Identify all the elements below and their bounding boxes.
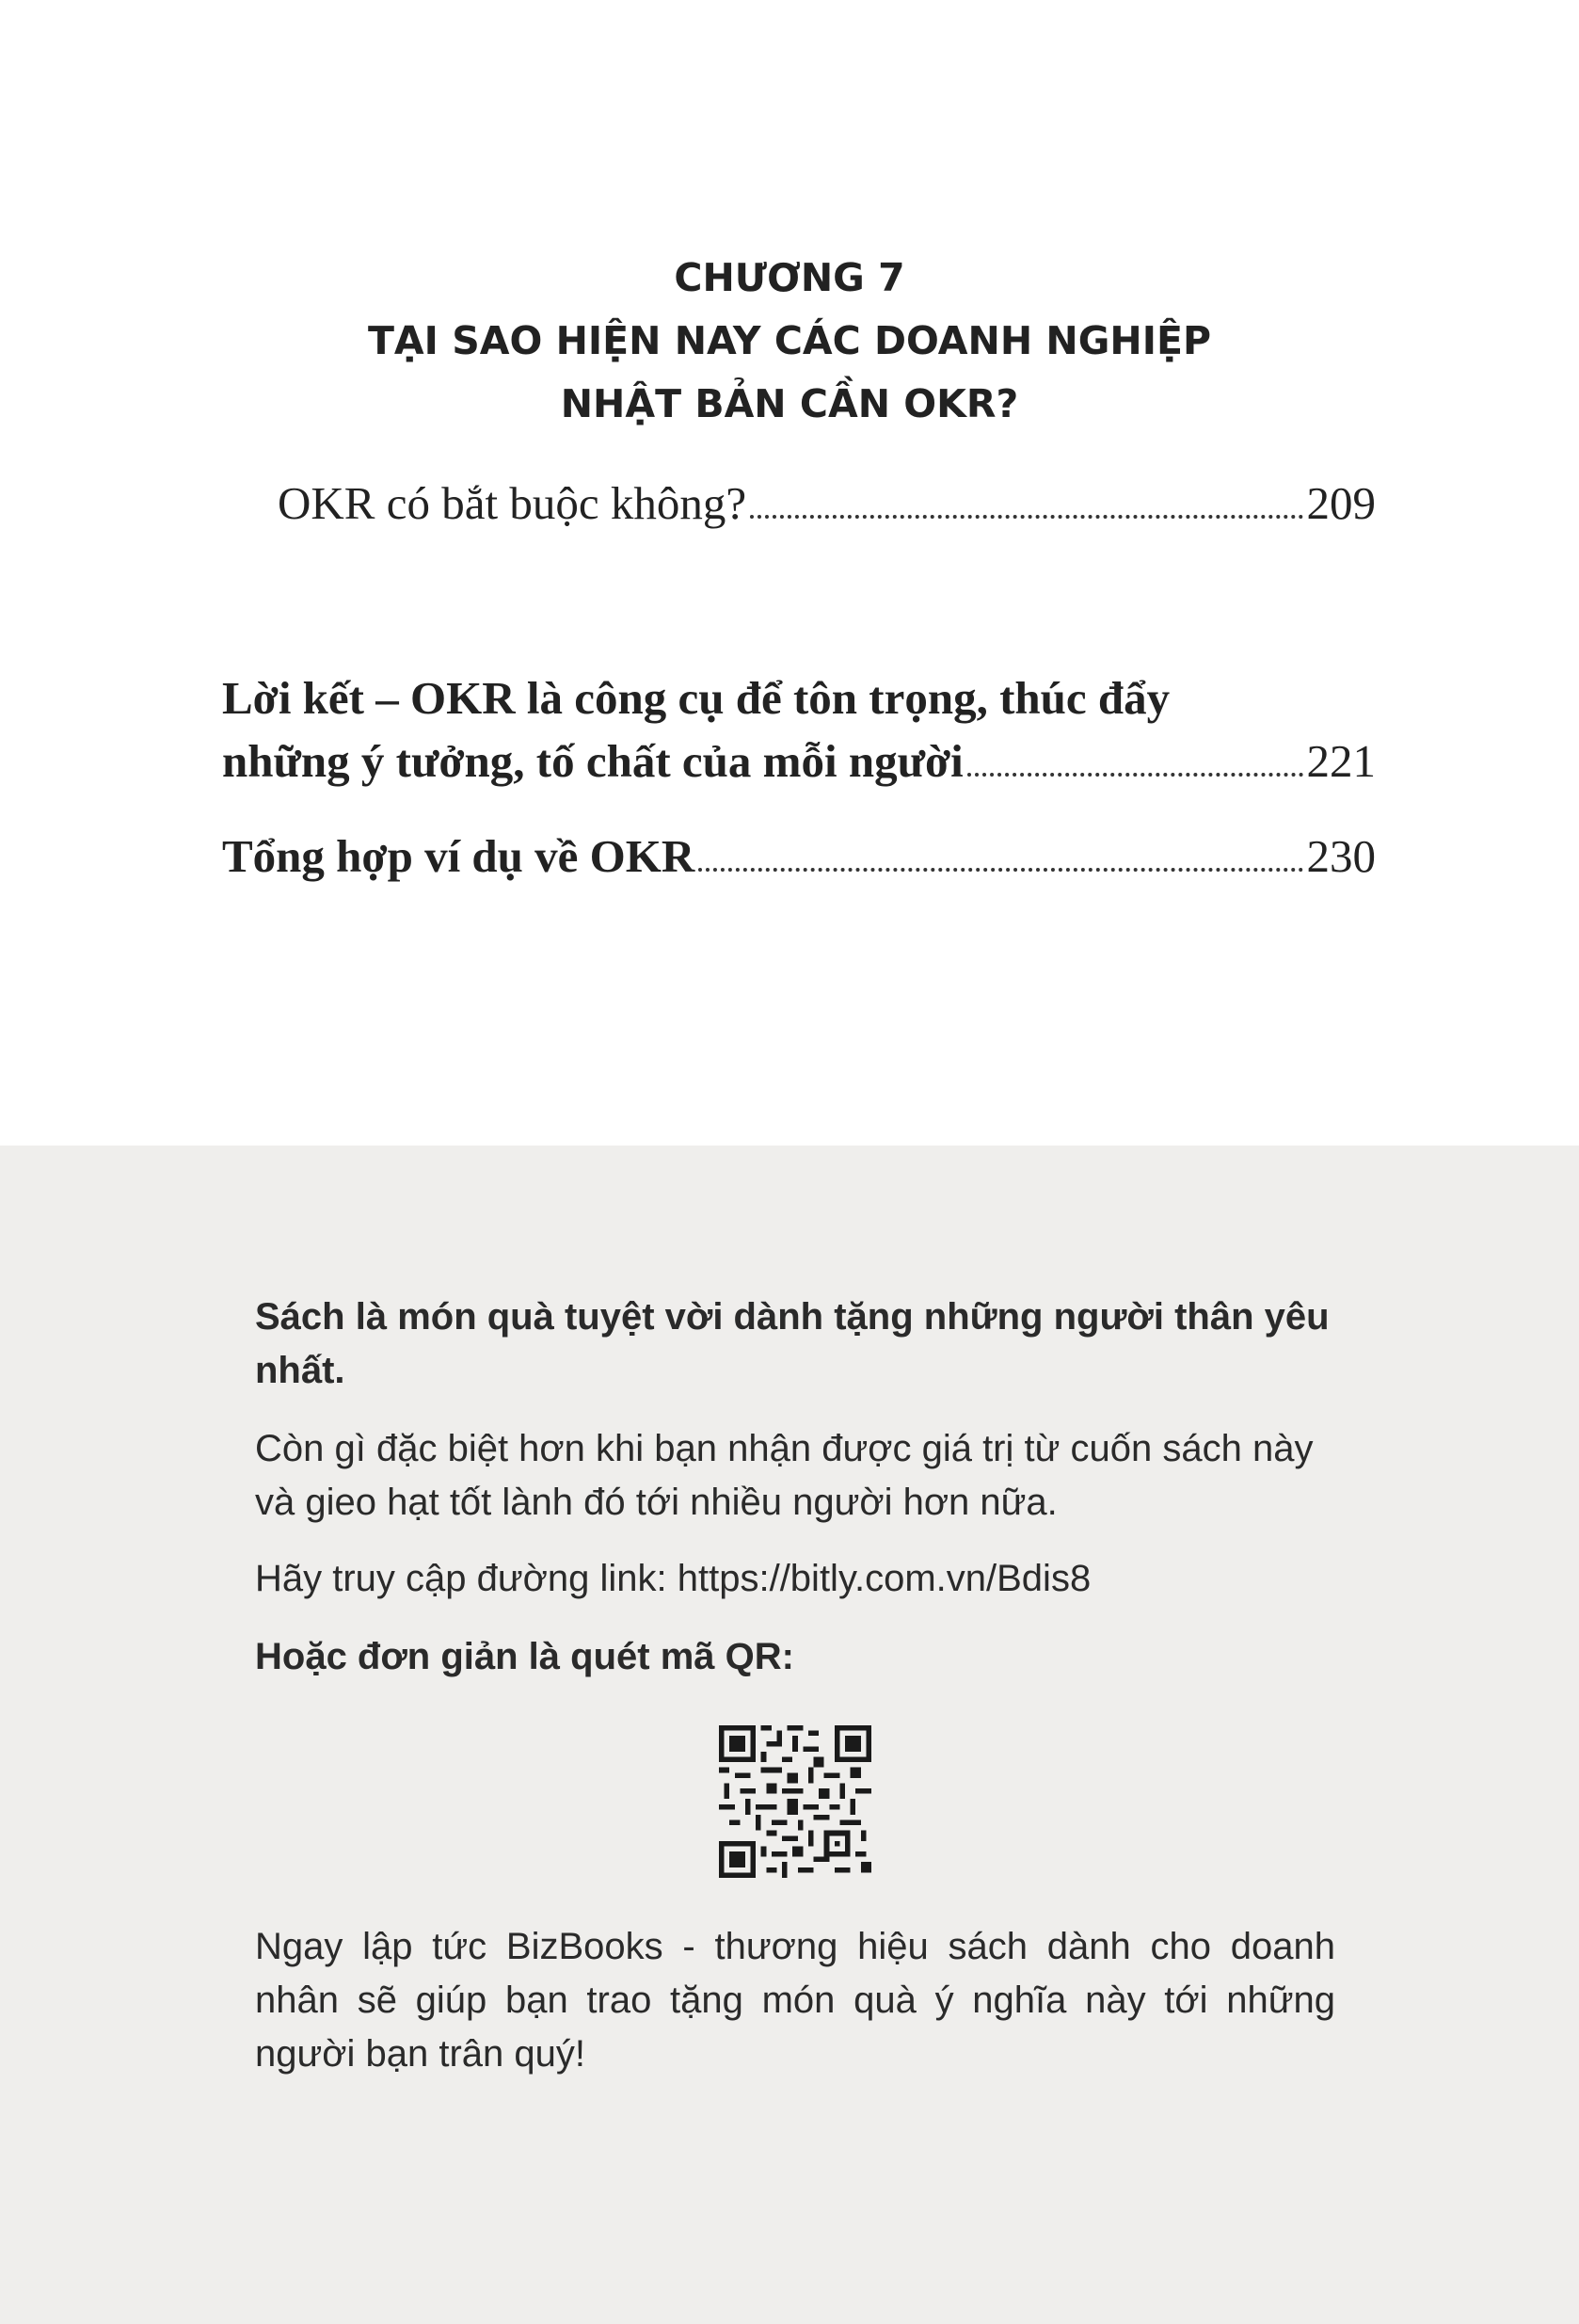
book-page xyxy=(0,0,1579,1146)
chapter-heading xyxy=(0,247,1579,436)
qr-code-icon[interactable] xyxy=(719,1725,871,1878)
chapter-title-line2: NHẬT BẢN CẦN OKR? xyxy=(560,381,1019,426)
toc-entry-page: 221 xyxy=(1306,735,1376,787)
toc-entry-title-line2: những ý tưởng, tố chất của mỗi người xyxy=(222,735,964,787)
toc-leader-dots xyxy=(698,868,1302,872)
toc-entry-page: 230 xyxy=(1306,830,1376,882)
toc-entry[interactable] xyxy=(222,829,1376,883)
toc-entry-title-line1[interactable]: Lời kết – OKR là công cụ để tôn trọng, thúc đẩy xyxy=(222,672,1171,724)
gift-link-line[interactable]: Hãy truy cập đường link: https://bitly.com.vn/Bdis8 xyxy=(255,1558,1092,1599)
toc-entry-title: Tổng hợp ví dụ về OKR xyxy=(222,830,695,882)
gift-closing-paragraph: Ngay lập tức BizBooks - thương hiệu sách dành cho doanh nhân sẽ giúp bạn trao tặng món quà ý nghĩa này tới những người bạn trân quý! xyxy=(255,1926,1335,2075)
chapter-number: CHƯƠNG 7 xyxy=(674,255,905,300)
toc-entry-page: 209 xyxy=(1306,477,1376,529)
toc-entry[interactable] xyxy=(222,734,1376,788)
toc-leader-dots xyxy=(750,515,1302,519)
chapter-title-line1: TẠI SAO HIỆN NAY CÁC DOANH NGHIỆP xyxy=(367,318,1212,363)
toc-entry[interactable] xyxy=(278,476,1376,530)
qr-prompt: Hoặc đơn giản là quét mã QR: xyxy=(255,1636,794,1677)
gift-paragraph: Còn gì đặc biệt hơn khi bạn nhận được giá trị từ cuốn sách này và gieo hạt tốt lành đó tới nhiều người hơn nữa. xyxy=(255,1428,1314,1523)
toc-entry-title: OKR có bắt buộc không? xyxy=(278,477,747,529)
gift-heading: Sách là món quà tuyệt vời dành tặng những người thân yêu nhất. xyxy=(255,1296,1330,1391)
toc-leader-dots xyxy=(967,773,1303,777)
